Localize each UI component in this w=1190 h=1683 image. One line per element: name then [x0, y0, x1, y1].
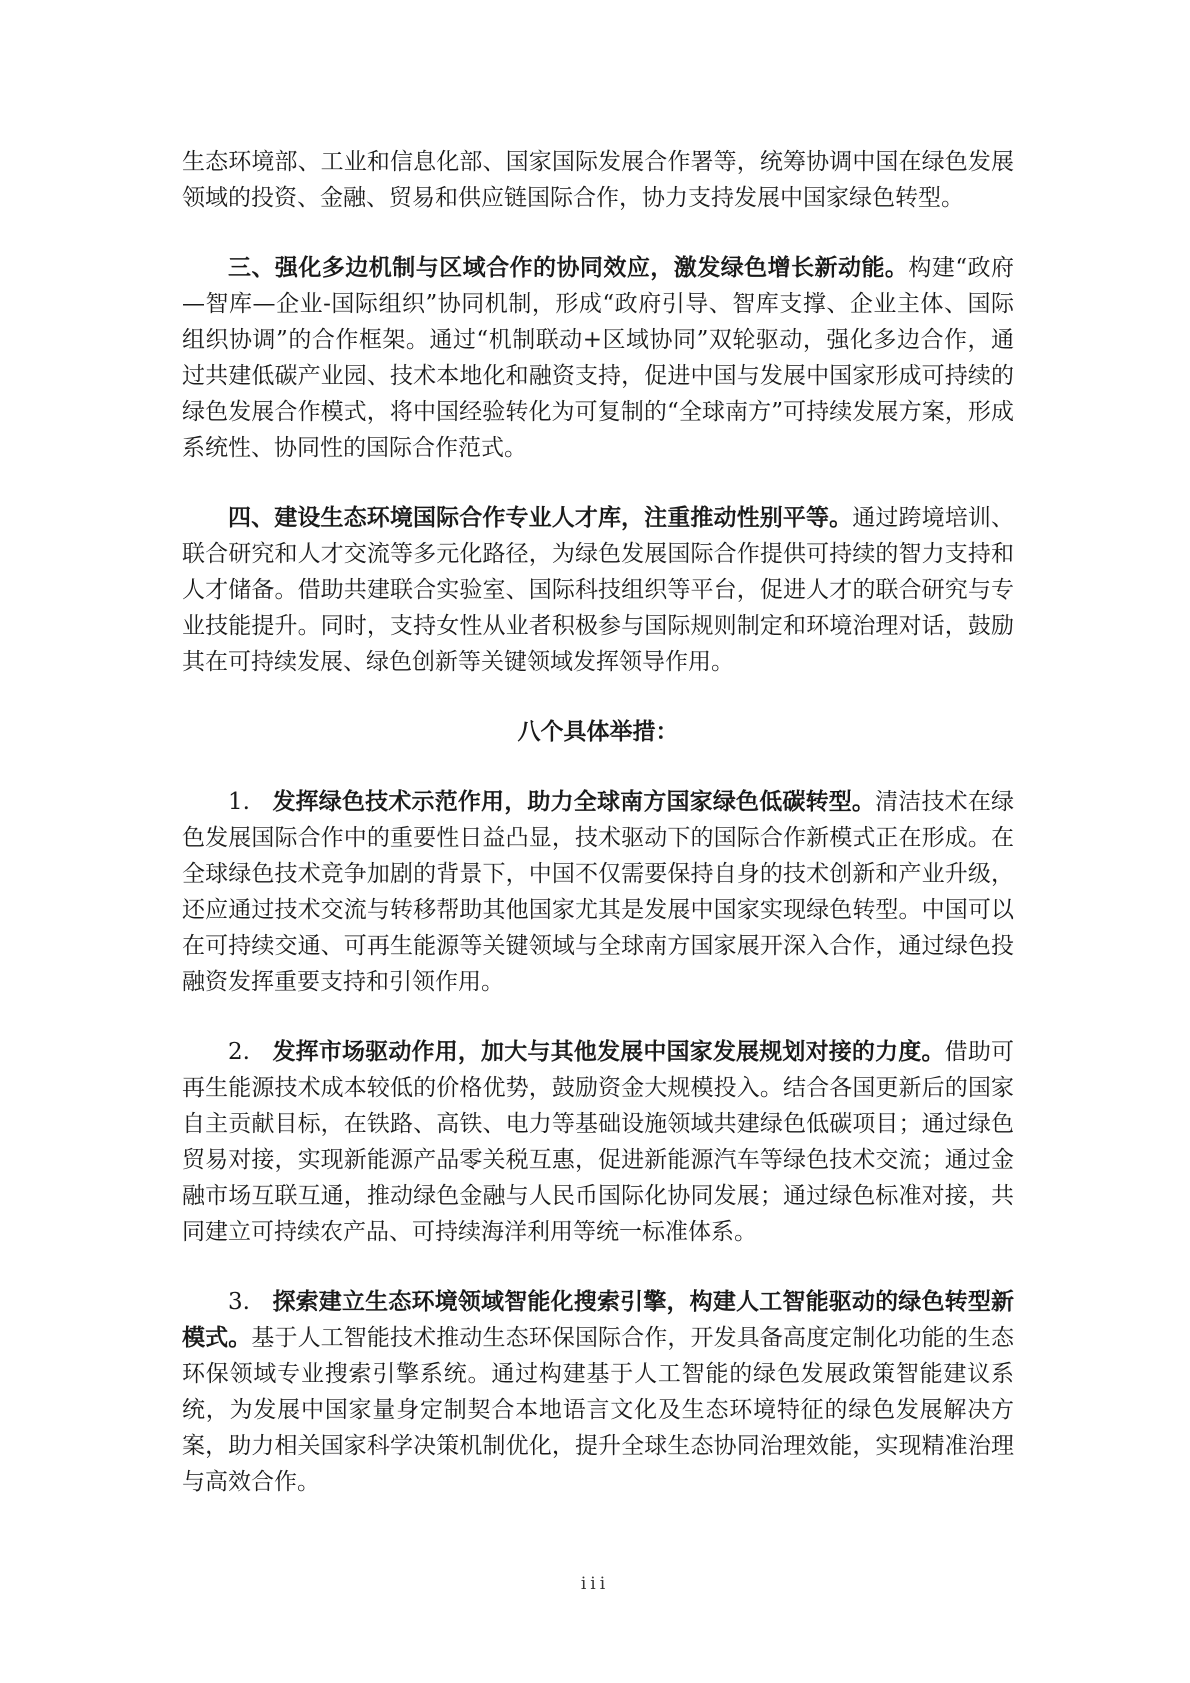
- measure-2-number: 2.: [228, 1039, 250, 1065]
- measure-3-lead: 探索建立生态环境领域智能化搜索引擎，构建人工智能驱动的绿色转型新模式。: [182, 1289, 1015, 1351]
- measure-3-number: 3.: [228, 1289, 250, 1315]
- intro-paragraph: 生态环境部、工业和信息化部、国家国际发展合作署等，统筹协调中国在绿色发展领域的投资、金融、贸易和供应链国际合作，协力支持发展中国家绿色转型。: [182, 149, 1014, 211]
- section-three-lead: 三、强化多边机制与区域合作的协同效应，激发绿色增长新动能。: [228, 255, 909, 281]
- section-three-body: 构建“政府—智库—企业-国际组织”协同机制，形成“政府引导、智库支撑、企业主体、国际组织协调”的合作框架。通过“机制联动+区域协同”双轮驱动，强化多边合作，通过共建低碳产业园、技术本地化和融资支持，促进中国与发展中国家形成可持续的绿色发展合作模式，将中国经验转化为可复制的“全球南方”可持续发展方案，形成系统性、协同性的国际合作范式。: [182, 255, 1014, 461]
- section-four-lead: 四、建设生态环境国际合作专业人才库，注重推动性别平等。: [228, 505, 853, 531]
- measure-1-lead: 发挥绿色技术示范作用，助力全球南方国家绿色低碳转型。: [272, 789, 876, 815]
- document-page: [182, 144, 1014, 1500]
- measures-heading: 八个具体举措：: [517, 719, 679, 745]
- measure-1-number: 1.: [228, 789, 250, 815]
- measure-2-lead: 发挥市场驱动作用，加大与其他发展中国家发展规划对接的力度。: [272, 1039, 945, 1065]
- measure-1-paragraph: [182, 784, 1014, 1000]
- measure-3-body: 基于人工智能技术推动生态环保国际合作，开发具备高度定制化功能的生态环保领域专业搜索引擎系统。通过构建基于人工智能的绿色发展政策智能建议系统，为发展中国家量身定制契合本地语言文化及生态环境特征的绿色发展解决方案，助力相关国家科学决策机制优化，提升全球生态协同治理效能，实现精准治理与高效合作。: [182, 1325, 1015, 1495]
- page-number: iii: [580, 1574, 610, 1594]
- measure-1-body: 清洁技术在绿色发展国际合作中的重要性日益凸显，技术驱动下的国际合作新模式正在形成。在全球绿色技术竞争加剧的背景下，中国不仅需要保持自身的技术创新和产业升级，还应通过技术交流与转移帮助其他国家尤其是发展中国家实现绿色转型。中国可以在可持续交通、可再生能源等关键领域与全球南方国家展开深入合作，通过绿色投融资发挥重要支持和引领作用。: [182, 789, 1015, 995]
- measure-2-body: 借助可再生能源技术成本较低的价格优势，鼓励资金大规模投入。结合各国更新后的国家自主贡献目标，在铁路、高铁、电力等基础设施领域共建绿色低碳项目；通过绿色贸易对接，实现新能源产品零关税互惠，促进新能源汽车等绿色技术交流；通过金融市场互联互通，推动绿色金融与人民币国际化协同发展；通过绿色标准对接，共同建立可持续农产品、可持续海洋利用等统一标准体系。: [182, 1039, 1015, 1245]
- section-three-paragraph: [182, 250, 1014, 466]
- section-four-paragraph: [182, 500, 1014, 680]
- measure-3-paragraph: [182, 1284, 1014, 1500]
- measure-2-paragraph: [182, 1034, 1014, 1250]
- section-four-body: 通过跨境培训、联合研究和人才交流等多元化路径，为绿色发展国际合作提供可持续的智力支持和人才储备。借助共建联合实验室、国际科技组织等平台，促进人才的联合研究与专业技能提升。同时，支持女性从业者积极参与国际规则制定和环境治理对话，鼓励其在可持续发展、绿色创新等关键领域发挥领导作用。: [182, 505, 1015, 675]
